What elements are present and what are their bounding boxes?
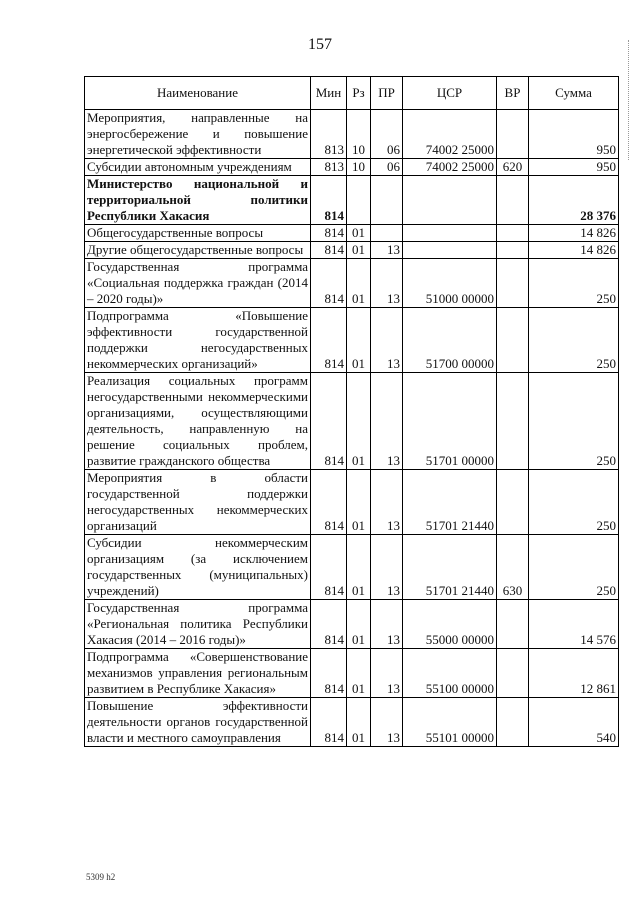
cell-rz: 10 — [347, 110, 371, 159]
cell-name: Государственная программа «Социальная поддержка граждан (2014 – 2020 годы)» — [85, 259, 311, 308]
table-body — [85, 110, 619, 747]
cell-min: 814 — [311, 308, 347, 373]
table-row — [85, 242, 619, 259]
cell-rz: 01 — [347, 308, 371, 373]
header-rz: Рз — [347, 77, 371, 110]
table-row — [85, 225, 619, 242]
cell-vr — [497, 176, 529, 225]
cell-sum: 250 — [529, 470, 619, 535]
cell-pr: 06 — [371, 110, 403, 159]
cell-sum: 14 826 — [529, 242, 619, 259]
cell-pr: 13 — [371, 373, 403, 470]
table-row — [85, 600, 619, 649]
cell-sum: 28 376 — [529, 176, 619, 225]
cell-sum: 250 — [529, 535, 619, 600]
cell-vr — [497, 308, 529, 373]
table-row — [85, 373, 619, 470]
cell-csr: 51000 00000 — [403, 259, 497, 308]
table-row — [85, 308, 619, 373]
table-header-row — [85, 77, 619, 110]
cell-name: Подпрограмма «Совершенствование механизмов управления региональным развитием в Республике Хакасия» — [85, 649, 311, 698]
cell-csr: 51701 00000 — [403, 373, 497, 470]
cell-min: 813 — [311, 110, 347, 159]
cell-csr: 55100 00000 — [403, 649, 497, 698]
cell-rz: 01 — [347, 600, 371, 649]
footer-code: 5309 h2 — [86, 872, 116, 882]
cell-pr: 13 — [371, 649, 403, 698]
cell-min: 814 — [311, 225, 347, 242]
header-min: Мин — [311, 77, 347, 110]
cell-name: Подпрограмма «Повышение эффективности государственной поддержки негосударственных некоммерческих организаций» — [85, 308, 311, 373]
cell-pr: 13 — [371, 259, 403, 308]
cell-rz: 01 — [347, 470, 371, 535]
cell-pr: 06 — [371, 159, 403, 176]
cell-name: Субсидии некоммерческим организациям (за исключением государственных (муниципальных) учреждений) — [85, 535, 311, 600]
cell-pr: 13 — [371, 242, 403, 259]
cell-min: 814 — [311, 535, 347, 600]
cell-vr — [497, 649, 529, 698]
cell-min: 814 — [311, 698, 347, 747]
header-pr: ПР — [371, 77, 403, 110]
cell-min: 814 — [311, 373, 347, 470]
cell-sum: 250 — [529, 259, 619, 308]
cell-rz: 01 — [347, 373, 371, 470]
cell-min: 814 — [311, 176, 347, 225]
cell-sum: 540 — [529, 698, 619, 747]
cell-sum: 14 826 — [529, 225, 619, 242]
cell-csr — [403, 242, 497, 259]
cell-rz: 01 — [347, 225, 371, 242]
cell-rz: 01 — [347, 242, 371, 259]
header-vr: ВР — [497, 77, 529, 110]
cell-vr — [497, 373, 529, 470]
cell-vr — [497, 600, 529, 649]
cell-pr: 13 — [371, 535, 403, 600]
cell-name: Повышение эффективности деятельности органов государственной власти и местного самоуправления — [85, 698, 311, 747]
table-row — [85, 159, 619, 176]
cell-rz: 10 — [347, 159, 371, 176]
budget-table — [84, 76, 619, 747]
cell-sum: 950 — [529, 159, 619, 176]
table-row — [85, 259, 619, 308]
table-row — [85, 110, 619, 159]
cell-csr: 51701 21440 — [403, 470, 497, 535]
cell-min: 814 — [311, 470, 347, 535]
cell-vr — [497, 698, 529, 747]
table-row — [85, 535, 619, 600]
cell-min: 814 — [311, 649, 347, 698]
cell-sum: 250 — [529, 308, 619, 373]
header-name: Наименование — [85, 77, 311, 110]
header-csr: ЦСР — [403, 77, 497, 110]
cell-sum: 14 576 — [529, 600, 619, 649]
cell-pr: 13 — [371, 698, 403, 747]
cell-vr — [497, 470, 529, 535]
cell-pr: 13 — [371, 600, 403, 649]
cell-name: Другие общегосударственные вопросы — [85, 242, 311, 259]
cell-name: Субсидии автономным учреждениям — [85, 159, 311, 176]
cell-csr: 74002 25000 — [403, 159, 497, 176]
table-row — [85, 176, 619, 225]
cell-min: 814 — [311, 259, 347, 308]
cell-csr: 55000 00000 — [403, 600, 497, 649]
cell-csr: 55101 00000 — [403, 698, 497, 747]
cell-name: Реализация социальных программ негосударственными некоммерческими организациями, осуществляющими деятельность, направленную на решение социальных проблем, развитие гражданского общества — [85, 373, 311, 470]
cell-min: 814 — [311, 600, 347, 649]
cell-min: 814 — [311, 242, 347, 259]
cell-name: Общегосударственные вопросы — [85, 225, 311, 242]
cell-rz: 01 — [347, 535, 371, 600]
cell-name: Государственная программа «Региональная политика Республики Хакасия (2014 – 2016 годы)» — [85, 600, 311, 649]
cell-min: 813 — [311, 159, 347, 176]
cell-rz: 01 — [347, 259, 371, 308]
cell-rz — [347, 176, 371, 225]
cell-name: Мероприятия, направленные на энергосбережение и повышение энергетической эффективности — [85, 110, 311, 159]
cell-pr: 13 — [371, 470, 403, 535]
cell-pr: 13 — [371, 308, 403, 373]
cell-name: Министерство национальной и территориальной политики Республики Хакасия — [85, 176, 311, 225]
page-number: 157 — [308, 36, 332, 53]
table-row — [85, 470, 619, 535]
cell-pr — [371, 176, 403, 225]
cell-csr: 51700 00000 — [403, 308, 497, 373]
cell-csr: 74002 25000 — [403, 110, 497, 159]
cell-name: Мероприятия в области государственной поддержки негосударственных некоммерческих организаций — [85, 470, 311, 535]
cell-rz: 01 — [347, 649, 371, 698]
cell-vr — [497, 242, 529, 259]
cell-vr: 630 — [497, 535, 529, 600]
cell-vr: 620 — [497, 159, 529, 176]
cell-sum: 12 861 — [529, 649, 619, 698]
cell-pr — [371, 225, 403, 242]
cell-sum: 950 — [529, 110, 619, 159]
cell-sum: 250 — [529, 373, 619, 470]
header-sum: Сумма — [529, 77, 619, 110]
cell-vr — [497, 110, 529, 159]
table-row — [85, 649, 619, 698]
cell-vr — [497, 225, 529, 242]
margin-marks — [628, 40, 635, 160]
cell-csr — [403, 176, 497, 225]
cell-csr — [403, 225, 497, 242]
cell-rz: 01 — [347, 698, 371, 747]
cell-csr: 51701 21440 — [403, 535, 497, 600]
table-row — [85, 698, 619, 747]
cell-vr — [497, 259, 529, 308]
